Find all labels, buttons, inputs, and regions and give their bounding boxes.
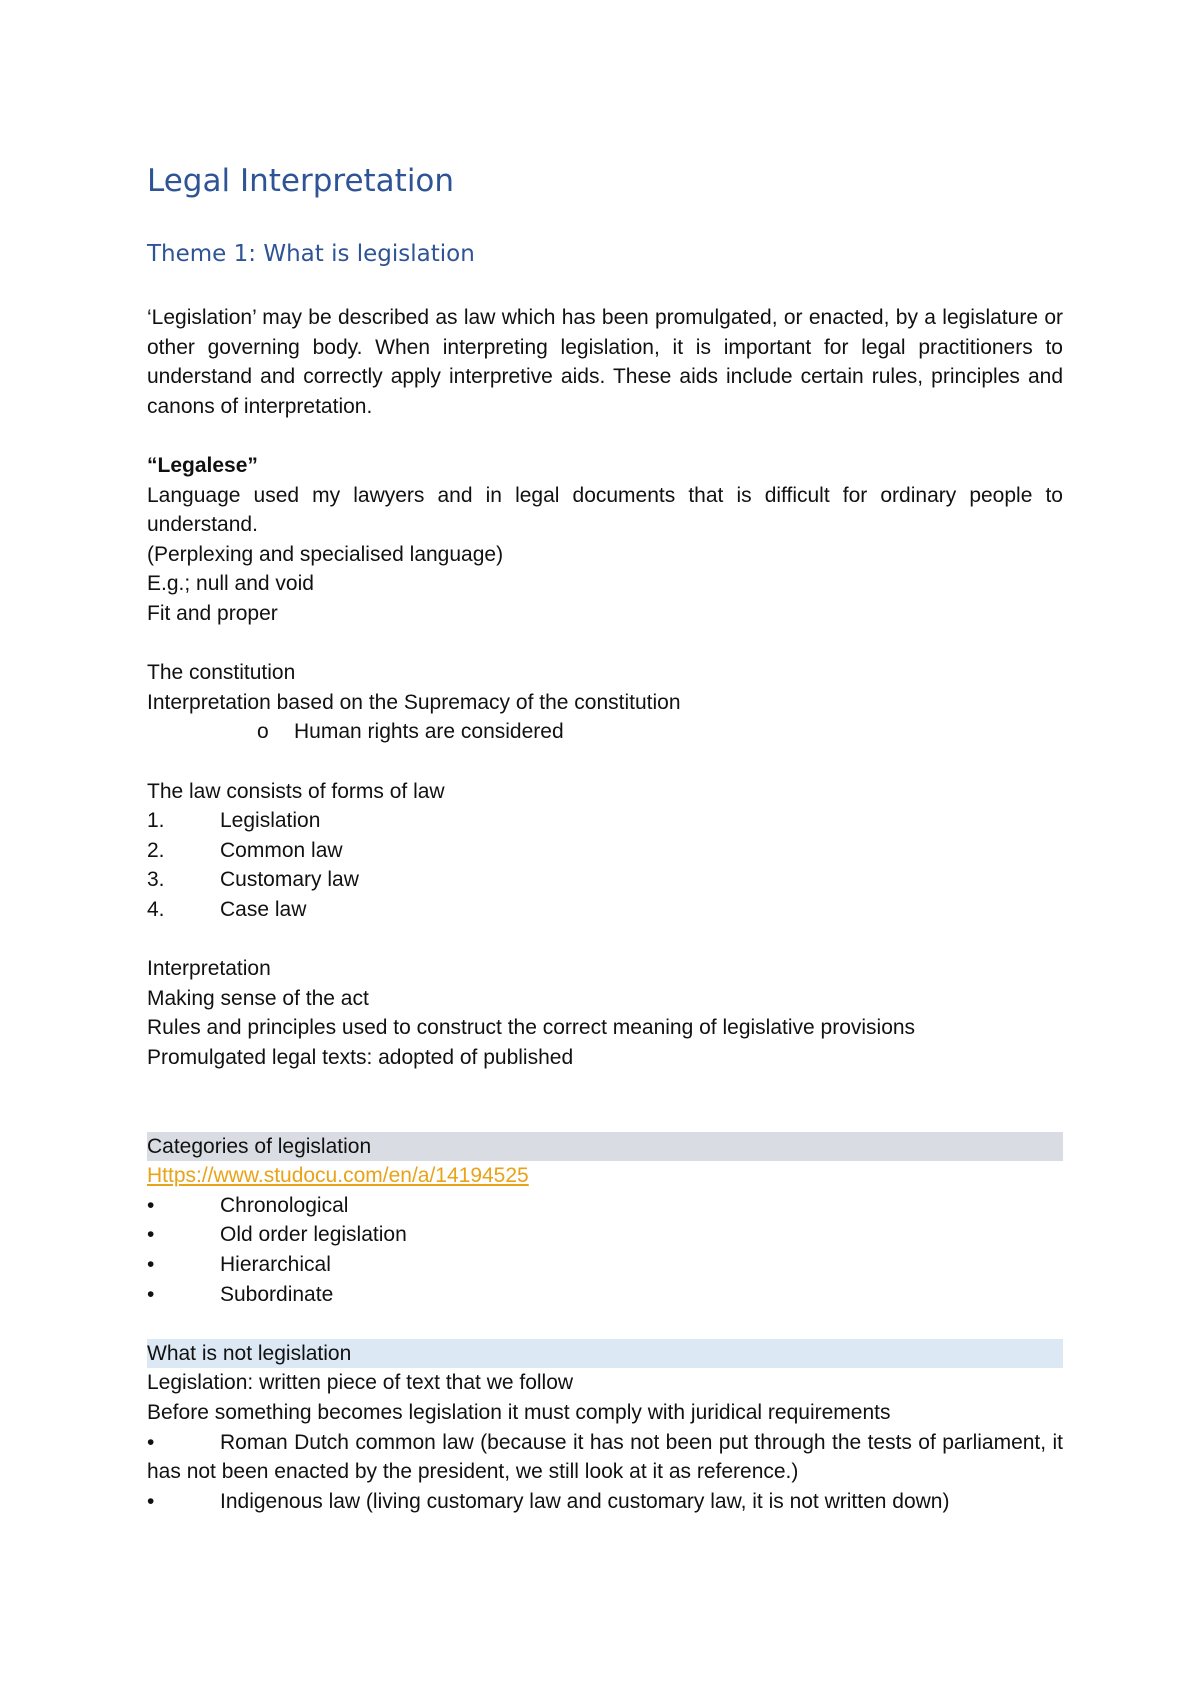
legalese-definition: Language used my lawyers and in legal documents that is difficult for ordinary people to understand. (147, 483, 1063, 537)
constitution-heading: The constitution (147, 661, 296, 685)
legalese-example: E.g.; null and void (147, 572, 314, 596)
list-item-label: Old order legislation (220, 1223, 407, 1247)
not-legislation-line: Legislation: written piece of text that we follow (147, 1371, 574, 1395)
list-item (147, 717, 1063, 747)
page-title: Legal Interpretation (147, 163, 455, 199)
intro-paragraph: ‘Legislation’ may be described as law which has been promulgated, or enacted, by a legislature or other governing body. When interpreting legislation, it is important for legal practitioners to understand and correctly apply interpretive aids. These aids include certain rules, principles and canons of interpretation. (147, 306, 1063, 418)
bullet-icon: • (147, 1253, 155, 1276)
not-legislation-line: Before something becomes legislation it must comply with juridical requirements (147, 1400, 891, 1424)
list-item (147, 1220, 1063, 1250)
bullet-icon: • (147, 1430, 155, 1454)
list-number: 2. (147, 838, 165, 862)
legalese-heading: “Legalese” (147, 453, 258, 477)
categories-heading: Categories of legislation (147, 1132, 1063, 1162)
legalese-note: (Perplexing and specialised language) (147, 542, 504, 566)
interpretation-line: Promulgated legal texts: adopted of published (147, 1045, 574, 1069)
document-body (147, 303, 1063, 1516)
constitution-line: Interpretation based on the Supremacy of the constitution (147, 690, 681, 714)
list-item-label: Human rights are considered (294, 720, 564, 744)
list-item-label: Subordinate (220, 1282, 334, 1306)
list-item (147, 1428, 1063, 1487)
list-item-label: Legislation (220, 809, 321, 833)
list-item-label: Indigenous law (living customary law and customary law, it is not written down) (220, 1489, 950, 1513)
list-number: 4. (147, 897, 165, 921)
list-item (147, 1487, 1063, 1517)
interpretation-line: Rules and principles used to construct the correct meaning of legislative provisions (147, 1016, 916, 1040)
list-item (147, 806, 1063, 836)
circle-bullet-icon: o (257, 720, 269, 744)
list-item (147, 1250, 1063, 1280)
not-legislation-heading: What is not legislation (147, 1339, 1063, 1369)
bullet-icon: • (147, 1223, 155, 1247)
list-item (147, 836, 1063, 866)
bullet-icon: • (147, 1193, 155, 1217)
legalese-example: Fit and proper (147, 601, 278, 625)
interpretation-line: Making sense of the act (147, 986, 369, 1010)
bullet-icon: • (147, 1489, 155, 1513)
list-item-label: Customary law (220, 868, 359, 892)
list-number: 1. (147, 809, 165, 833)
list-item-label: Chronological (220, 1193, 349, 1217)
list-item (147, 895, 1063, 925)
list-item-label: Common law (220, 838, 343, 862)
bullet-icon: • (147, 1282, 155, 1306)
forms-heading: The law consists of forms of law (147, 779, 445, 803)
list-number: 3. (147, 868, 165, 892)
list-item (147, 1191, 1063, 1221)
list-item (147, 1280, 1063, 1310)
list-item-label: Hierarchical (220, 1253, 331, 1276)
list-item (147, 865, 1063, 895)
interpretation-heading: Interpretation (147, 957, 271, 981)
list-item-label: Case law (220, 897, 307, 921)
list-item-label: Roman Dutch common law (because it has not been put through the tests of parliament, it has not been enacted by the president, we still look at it as reference.) (147, 1430, 1063, 1484)
section-heading: Theme 1: What is legislation (147, 241, 475, 267)
studocu-link[interactable]: Https://www.studocu.com/en/a/14194525 (147, 1164, 529, 1188)
